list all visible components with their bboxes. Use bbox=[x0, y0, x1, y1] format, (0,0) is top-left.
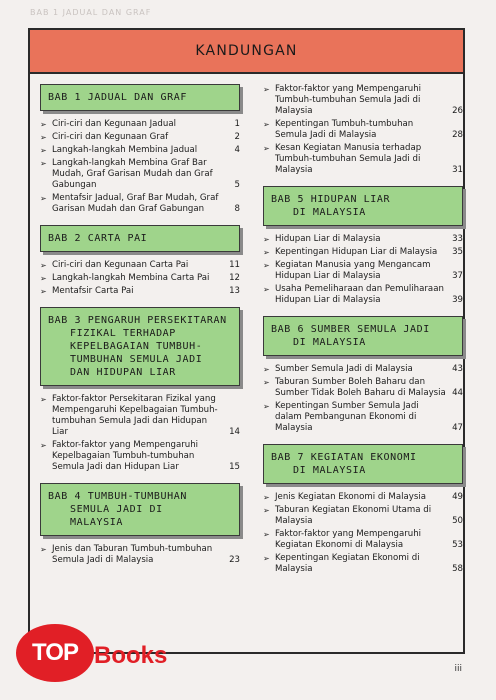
toc-entry-title: Ciri-ciri dan Kegunaan Carta Pai bbox=[52, 260, 189, 270]
toc-entry-page: 1 bbox=[234, 119, 240, 129]
arrow-bullet-icon: ➢ bbox=[40, 441, 47, 450]
toc-entry[interactable] bbox=[263, 84, 463, 117]
toc-entry-page: 4 bbox=[234, 145, 240, 155]
toc-entry[interactable] bbox=[263, 260, 463, 282]
chapter-heading-line: DI MALAYSIA bbox=[293, 465, 366, 476]
toc-entry-title: Ciri-ciri dan Kegunaan Graf bbox=[52, 132, 169, 142]
toc-entry-title: Mentafsir Jadual, Graf Bar Mudah, Graf Garisan Mudah dan Graf Gabungan bbox=[52, 193, 219, 214]
toc-entry-title: Ciri-ciri dan Kegunaan Jadual bbox=[52, 119, 176, 129]
toc-entry-page: 13 bbox=[229, 286, 240, 296]
toc-entry-title: Faktor-faktor yang Mempengaruhi Kegiatan Ekonomi di Malaysia bbox=[275, 529, 422, 550]
logo-books-text: Books bbox=[94, 642, 168, 669]
toc-entry[interactable] bbox=[263, 505, 463, 527]
chapter-heading-line: SEMULA JADI DI bbox=[70, 504, 163, 515]
arrow-bullet-icon: ➢ bbox=[263, 493, 270, 502]
chapter-heading-line: BAB 7 KEGIATAN EKONOMI bbox=[271, 452, 417, 463]
chapter-heading-bab5 bbox=[263, 186, 463, 226]
chapter-heading-bab2 bbox=[40, 225, 240, 252]
topic-list-bab3 bbox=[40, 394, 240, 473]
toc-entry[interactable] bbox=[40, 193, 240, 215]
toc-entry[interactable] bbox=[263, 377, 463, 399]
toc-entry[interactable] bbox=[40, 145, 240, 156]
toc-entry[interactable] bbox=[40, 286, 240, 297]
toc-entry-page: 14 bbox=[229, 427, 240, 437]
topbooks-watermark-logo bbox=[10, 614, 190, 690]
toc-entry-title: Kepentingan Hidupan Liar di Malaysia bbox=[275, 247, 438, 257]
toc-entry[interactable] bbox=[263, 364, 463, 375]
toc-entry-title: Usaha Pemeliharaan dan Pemuliharaan Hidupan Liar di Malaysia bbox=[275, 284, 444, 305]
toc-entry-page: 44 bbox=[452, 388, 463, 398]
arrow-bullet-icon: ➢ bbox=[40, 287, 47, 296]
arrow-bullet-icon: ➢ bbox=[263, 554, 270, 563]
topic-list-bab6 bbox=[263, 364, 463, 434]
toc-entry-page: 8 bbox=[234, 204, 240, 214]
toc-entry-page: 26 bbox=[452, 106, 463, 116]
arrow-bullet-icon: ➢ bbox=[263, 235, 270, 244]
toc-entry[interactable] bbox=[40, 132, 240, 143]
toc-entry-title: Kegiatan Manusia yang Mengancam Hidupan Liar di Malaysia bbox=[275, 260, 431, 281]
arrow-bullet-icon: ➢ bbox=[263, 120, 270, 129]
logo-top-text: TOP bbox=[32, 639, 78, 666]
toc-entry-title: Faktor-faktor yang Mempengaruhi Kepelbagaian Tumbuh-tumbuhan Semula Jadi dan Hidupan Liar bbox=[52, 440, 199, 472]
toc-entry[interactable] bbox=[263, 553, 463, 575]
chapter-heading-line: BAB 3 PENGARUH PERSEKITARAN bbox=[48, 315, 227, 326]
toc-entry-page: 37 bbox=[452, 271, 463, 281]
arrow-bullet-icon: ➢ bbox=[263, 378, 270, 387]
arrow-bullet-icon: ➢ bbox=[40, 159, 47, 168]
page-number: iii bbox=[454, 664, 462, 674]
logo-top-badge bbox=[16, 624, 94, 682]
toc-entry-title: Langkah-langkah Membina Carta Pai bbox=[52, 273, 210, 283]
arrow-bullet-icon: ➢ bbox=[40, 133, 47, 142]
toc-entry-title: Kepentingan Kegiatan Ekonomi di Malaysia bbox=[275, 553, 420, 574]
toc-entry-title: Faktor-faktor yang Mempengaruhi Tumbuh-tumbuhan Semula Jadi di Malaysia bbox=[275, 84, 422, 116]
toc-entry-title: Langkah-langkah Membina Graf Bar Mudah, Graf Garisan Mudah dan Graf Gabungan bbox=[52, 158, 213, 190]
chapter-heading-line: BAB 4 TUMBUH-TUMBUHAN bbox=[48, 491, 188, 502]
toc-entry[interactable] bbox=[263, 284, 463, 306]
chapter-heading-line: FIZIKAL TERHADAP bbox=[70, 328, 176, 339]
chapter-heading-line: KEPELBAGAIAN TUMBUH- bbox=[70, 341, 203, 352]
arrow-bullet-icon: ➢ bbox=[40, 545, 47, 554]
arrow-bullet-icon: ➢ bbox=[40, 395, 47, 404]
toc-entry-page: 2 bbox=[234, 132, 240, 142]
toc-entry-title: Jenis dan Taburan Tumbuh-tumbuhan Semula Jadi di Malaysia bbox=[52, 544, 213, 565]
toc-entry-page: 12 bbox=[229, 273, 240, 283]
arrow-bullet-icon: ➢ bbox=[263, 85, 270, 94]
toc-entry-title: Sumber Semula Jadi di Malaysia bbox=[275, 364, 413, 374]
toc-entry-page: 47 bbox=[452, 423, 463, 433]
toc-entry-page: 11 bbox=[229, 260, 240, 270]
toc-entry[interactable] bbox=[263, 247, 463, 258]
arrow-bullet-icon: ➢ bbox=[40, 120, 47, 129]
toc-entry-title: Langkah-langkah Membina Jadual bbox=[52, 145, 198, 155]
arrow-bullet-icon: ➢ bbox=[263, 285, 270, 294]
left-column bbox=[40, 84, 240, 576]
toc-entry-title: Hidupan Liar di Malaysia bbox=[275, 234, 381, 244]
arrow-bullet-icon: ➢ bbox=[263, 402, 270, 411]
chapter-heading-bab3 bbox=[40, 307, 240, 386]
toc-entry-page: 43 bbox=[452, 364, 463, 374]
toc-entry[interactable] bbox=[263, 119, 463, 141]
topic-list-bab7 bbox=[263, 492, 463, 575]
toc-entry-title: Faktor-faktor Persekitaran Fizikal yang Mempengaruhi Kepelbagaian Tumbuh-tumbuhan Semula Jadi dan Hidupan Liar bbox=[52, 394, 218, 437]
toc-entry[interactable] bbox=[40, 394, 240, 438]
toc-entry-page: 49 bbox=[452, 492, 463, 502]
chapter-heading-line: MALAYSIA bbox=[70, 517, 123, 528]
topic-list-bab4 bbox=[40, 544, 240, 566]
topic-list-bab4cont bbox=[263, 84, 463, 176]
toc-entry-title: Kepentingan Sumber Semula Jadi dalam Pembangunan Ekonomi di Malaysia bbox=[275, 401, 419, 433]
toc-entry-title: Kesan Kegiatan Manusia terhadap Tumbuh-tumbuhan Semula Jadi di Malaysia bbox=[275, 143, 422, 175]
toc-entry[interactable] bbox=[263, 143, 463, 176]
chapter-heading-line: DI MALAYSIA bbox=[293, 337, 366, 348]
toc-entry-title: Jenis Kegiatan Ekonomi di Malaysia bbox=[275, 492, 426, 502]
chapter-heading-line: TUMBUHAN SEMULA JADI bbox=[70, 354, 203, 365]
toc-entry[interactable] bbox=[263, 492, 463, 503]
toc-entry-page: 31 bbox=[452, 165, 463, 175]
arrow-bullet-icon: ➢ bbox=[263, 144, 270, 153]
chapter-heading-bab6 bbox=[263, 316, 463, 356]
right-column bbox=[263, 84, 463, 585]
chapter-heading-bab4 bbox=[40, 483, 240, 536]
toc-entry[interactable] bbox=[40, 273, 240, 284]
page-title: KANDUNGAN bbox=[195, 43, 298, 59]
toc-entry-page: 50 bbox=[452, 516, 463, 526]
topic-list-bab5 bbox=[263, 234, 463, 306]
topic-list-bab2 bbox=[40, 260, 240, 297]
arrow-bullet-icon: ➢ bbox=[263, 365, 270, 374]
arrow-bullet-icon: ➢ bbox=[40, 146, 47, 155]
toc-entry-page: 39 bbox=[452, 295, 463, 305]
arrow-bullet-icon: ➢ bbox=[40, 194, 47, 203]
toc-entry-page: 15 bbox=[229, 462, 240, 472]
chapter-heading-line: BAB 1 JADUAL DAN GRAF bbox=[48, 92, 188, 103]
toc-entry[interactable] bbox=[40, 440, 240, 473]
topic-list-bab1 bbox=[40, 119, 240, 215]
toc-entry-page: 53 bbox=[452, 540, 463, 550]
toc-entry-page: 5 bbox=[234, 180, 240, 190]
toc-entry[interactable] bbox=[40, 119, 240, 130]
toc-entry[interactable] bbox=[263, 234, 463, 245]
arrow-bullet-icon: ➢ bbox=[40, 261, 47, 270]
toc-entry[interactable] bbox=[40, 544, 240, 566]
toc-entry[interactable] bbox=[263, 401, 463, 434]
arrow-bullet-icon: ➢ bbox=[263, 530, 270, 539]
contents-header bbox=[28, 28, 465, 74]
arrow-bullet-icon: ➢ bbox=[263, 248, 270, 257]
toc-entry-page: 23 bbox=[229, 555, 240, 565]
chapter-heading-bab7 bbox=[263, 444, 463, 484]
toc-entry-page: 35 bbox=[452, 247, 463, 257]
toc-entry[interactable] bbox=[40, 260, 240, 271]
toc-entry-page: 33 bbox=[452, 234, 463, 244]
toc-entry-title: Taburan Sumber Boleh Baharu dan Sumber Tidak Boleh Baharu di Malaysia bbox=[275, 377, 446, 398]
toc-entry-title: Mentafsir Carta Pai bbox=[52, 286, 134, 296]
chapter-heading-line: DAN HIDUPAN LIAR bbox=[70, 367, 176, 378]
arrow-bullet-icon: ➢ bbox=[263, 506, 270, 515]
arrow-bullet-icon: ➢ bbox=[40, 274, 47, 283]
toc-entry[interactable] bbox=[263, 529, 463, 551]
chapter-heading-line: DI MALAYSIA bbox=[293, 207, 366, 218]
chapter-heading-line: BAB 6 SUMBER SEMULA JADI bbox=[271, 324, 430, 335]
toc-entry-title: Kepentingan Tumbuh-tumbuhan Semula Jadi di Malaysia bbox=[275, 119, 414, 140]
faded-running-header: BAB 1 JADUAL DAN GRAF bbox=[30, 8, 152, 17]
chapter-heading-line: BAB 2 CARTA PAI bbox=[48, 233, 148, 244]
chapter-heading-bab1 bbox=[40, 84, 240, 111]
chapter-heading-line: BAB 5 HIDUPAN LIAR bbox=[271, 194, 391, 205]
toc-entry-page: 58 bbox=[452, 564, 463, 574]
toc-entry[interactable] bbox=[40, 158, 240, 191]
toc-entry-page: 28 bbox=[452, 130, 463, 140]
arrow-bullet-icon: ➢ bbox=[263, 261, 270, 270]
toc-entry-title: Taburan Kegiatan Ekonomi Utama di Malaysia bbox=[275, 505, 432, 526]
